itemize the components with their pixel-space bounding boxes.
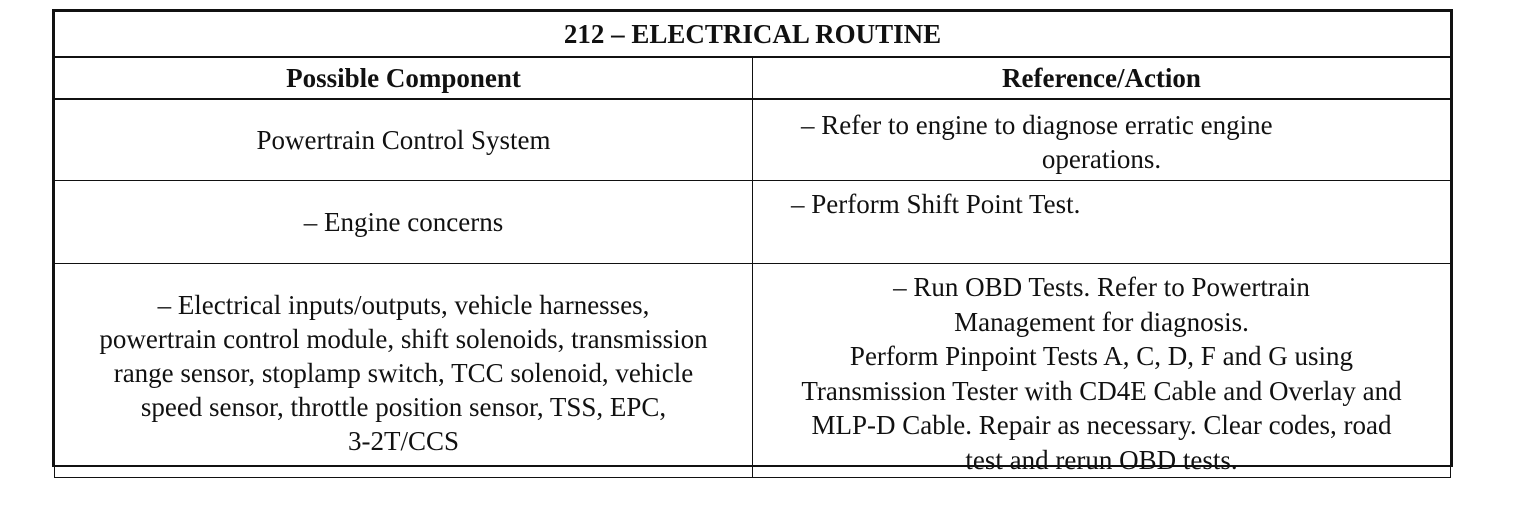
- component-line: 3-2T/CCS: [347, 426, 460, 456]
- table-header-row: [55, 57, 1451, 99]
- reference-line: MLP-D Cable. Repair as necessary. Clear codes, road: [811, 410, 1392, 440]
- reference-line: – Perform Shift Point Test.: [791, 189, 1081, 219]
- component-line: – Engine concerns: [303, 207, 504, 237]
- reference-line: – Refer to engine to diagnose erratic engine: [801, 110, 1273, 140]
- reference-line: operations.: [1041, 144, 1162, 174]
- component-line: Powertrain Control System: [256, 125, 551, 155]
- reference-line: – Run OBD Tests. Refer to Powertrain: [893, 272, 1310, 302]
- component-cell: [55, 99, 753, 181]
- reference-line: Transmission Tester with CD4E Cable and Overlay and: [801, 375, 1402, 406]
- column-header-reference: Reference/Action: [753, 57, 1451, 99]
- component-cell: [55, 181, 753, 264]
- component-line: range sensor, stoplamp switch, TCC solenoid, vehicle: [113, 358, 694, 388]
- reference-cell: [753, 181, 1451, 264]
- reference-cell: [753, 264, 1451, 478]
- reference-cell: [753, 99, 1451, 181]
- diagnostic-table: [54, 11, 1451, 478]
- component-line: powertrain control module, shift solenoids, transmission: [99, 324, 708, 354]
- table-title-row: [55, 12, 1451, 58]
- reference-line: Management for diagnosis.: [954, 306, 1249, 337]
- table-row: [55, 264, 1451, 478]
- table-row: [55, 99, 1451, 181]
- component-cell: [55, 264, 753, 478]
- table-row: [55, 181, 1451, 264]
- table-title: 212 – ELECTRICAL ROUTINE: [55, 12, 1451, 58]
- component-line: speed sensor, throttle position sensor, TSS, EPC,: [140, 392, 667, 422]
- component-line: – Electrical inputs/outputs, vehicle harnesses,: [157, 290, 650, 320]
- reference-line: test and rerun OBD tests.: [965, 444, 1238, 475]
- column-header-component: Possible Component: [55, 57, 753, 99]
- reference-line: Perform Pinpoint Tests A, C, D, F and G using: [849, 341, 1354, 371]
- diagnostic-table-container: [52, 9, 1453, 475]
